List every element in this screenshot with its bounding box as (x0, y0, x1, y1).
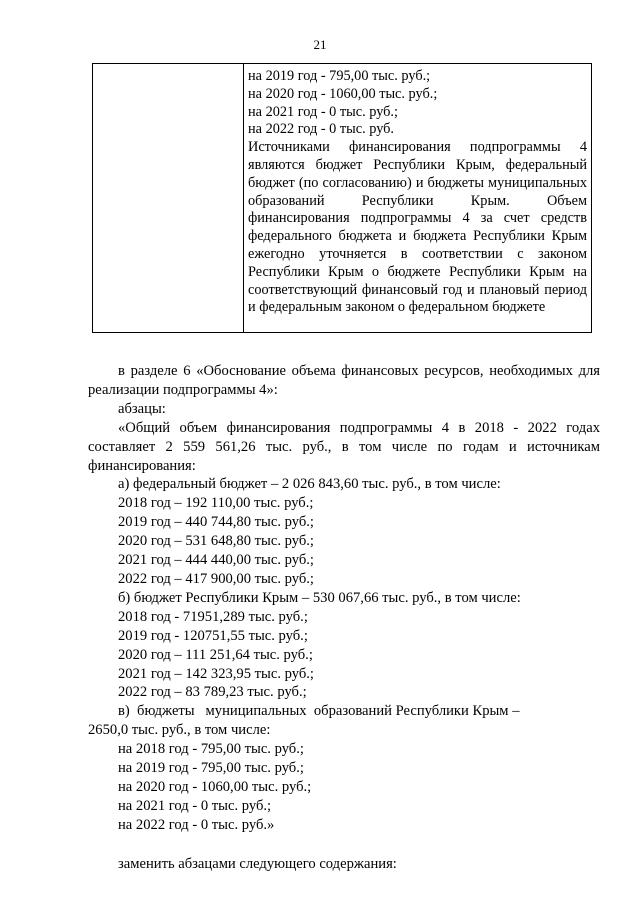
page-number: 21 (313, 37, 327, 52)
federal-year-line: 2020 год – 531 648,80 тыс. руб.; (118, 533, 314, 550)
sources-paragraph: Источниками финансирования подпрограммы 4 являются бюджет Республики Крым, федеральный бюджет (по согласованию) и бюджеты муниципальных образований Республики Крым. Объем финансирования подпрограммы 4 за счет средств федерального бюджета и бюджета Республики Крым ежегодно уточняется в соответствии с законом Республики Крым о бюджете Республики Крым на соответствующий финансовый год и плановый период и федеральным законом о федеральном бюджете (248, 139, 587, 316)
crimea-year-line: 2020 год – 111 251,64 тыс. руб.; (118, 646, 313, 663)
federal-year-line: 2018 год – 192 110,00 тыс. руб.; (118, 495, 314, 512)
total-funding-paragraph: «Общий объем финансирования подпрограммы 4 в 2018 - 2022 годах составляет 2 559 561,26 тыс. руб., в том числе по годам и источникам финансирования: (88, 419, 600, 474)
municipal-year-line: на 2022 год - 0 тыс. руб.» (118, 816, 275, 833)
municipal-budget-heading-cont: 2650,0 тыс. руб., в том числе: (88, 722, 271, 739)
table-year-line: на 2019 год - 795,00 тыс. руб.; (248, 68, 431, 84)
table-left-cell (93, 64, 244, 332)
municipal-year-line: на 2020 год - 1060,00 тыс. руб.; (118, 778, 312, 795)
federal-year-line: 2021 год – 444 440,00 тыс. руб.; (118, 552, 314, 569)
municipal-year-line: на 2019 год - 795,00 тыс. руб.; (118, 760, 304, 777)
municipal-year-line: на 2018 год - 795,00 тыс. руб.; (118, 741, 304, 758)
municipal-year-line: на 2021 год - 0 тыс. руб.; (118, 797, 272, 814)
table-year-line: на 2022 год - 0 тыс. руб. (248, 121, 395, 138)
federal-year-line: 2019 год – 440 744,80 тыс. руб.; (118, 514, 314, 531)
federal-budget-heading: а) федеральный бюджет – 2 026 843,60 тыс. руб., в том числе: (118, 476, 501, 493)
section-intro: в разделе 6 «Обоснование объема финансовых ресурсов, необходимых для реализации подпрограммы 4»: (88, 363, 600, 398)
crimea-year-line: 2019 год - 120751,55 тыс. руб.; (118, 627, 308, 644)
federal-year-line: 2022 год – 417 900,00 тыс. руб.; (118, 570, 314, 587)
crimea-year-line: 2018 год - 71951,289 тыс. руб.; (118, 608, 308, 625)
table-right-cell (244, 64, 591, 332)
municipal-budget-heading: в) бюджеты муниципальных образований Республики Крым – (118, 703, 520, 720)
crimea-budget-heading: б) бюджет Республики Крым – 530 067,66 тыс. руб., в том числе: (118, 589, 521, 606)
table-year-line: на 2021 год - 0 тыс. руб.; (248, 103, 398, 120)
document-body (88, 362, 600, 874)
crimea-year-line: 2022 год – 83 789,23 тыс. руб.; (118, 684, 307, 701)
paragraphs-label: абзацы: (118, 400, 166, 417)
replace-instruction: заменить абзацами следующего содержания: (118, 855, 397, 872)
table-year-line: на 2020 год - 1060,00 тыс. руб.; (248, 85, 438, 102)
crimea-year-line: 2021 год – 142 323,95 тыс. руб.; (118, 665, 314, 682)
funding-table (92, 63, 592, 333)
